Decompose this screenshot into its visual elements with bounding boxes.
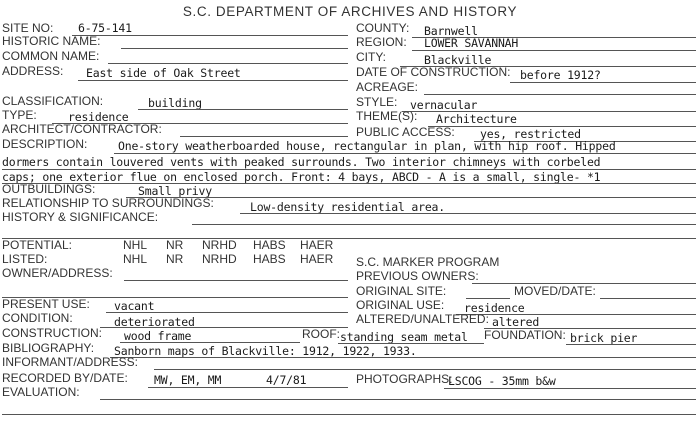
public-access-value: yes, restricted: [480, 127, 581, 141]
region-value: LOWER SAVANNAH: [424, 36, 519, 50]
original-use-label: ORIGINAL USE:: [356, 298, 445, 312]
construction-value: wood frame: [124, 329, 192, 343]
listed-nhl: NHL: [123, 252, 148, 266]
relationship-label: RELATIONSHIP TO SURROUNDINGS:: [2, 196, 214, 210]
theme-label: THEME(S):: [356, 109, 418, 123]
region-label: REGION:: [356, 35, 407, 49]
description-line-2: dormers contain louvered vents with peaked surrounds. Two interior chimneys with corbeled: [2, 155, 601, 169]
present-use-value: vacant: [114, 299, 155, 313]
public-access-label: PUBLIC ACCESS:: [356, 125, 455, 139]
potential-habs: HABS: [253, 238, 286, 252]
bibliography-label: BIBLIOGRAPHY:: [2, 341, 95, 355]
classification-value: building: [148, 96, 202, 110]
marker-program-label: S.C. MARKER PROGRAM: [356, 255, 500, 269]
listed-habs: HABS: [253, 252, 286, 266]
potential-nr: NR: [166, 238, 184, 252]
county-label: COUNTY:: [356, 21, 410, 35]
listed-nrhd: NRHD: [202, 252, 237, 266]
listed-nr: NR: [166, 252, 184, 266]
listed-haer: HAER: [300, 252, 334, 266]
bibliography-value: Sanborn maps of Blackville: 1912, 1922, 1933.: [114, 344, 417, 358]
description-line-1: One-story weatherboarded house, rectangular in plan, with hip roof. Hipped: [118, 139, 616, 153]
potential-nhl: NHL: [123, 238, 148, 252]
relationship-value: Low-density residential area.: [250, 200, 445, 214]
architect-label: ARCHITECT/CONTRACTOR:: [2, 122, 162, 136]
city-label: CITY:: [356, 50, 387, 64]
condition-value: deteriorated: [114, 315, 195, 329]
potential-label: POTENTIAL:: [2, 238, 73, 252]
acreage-label: ACREAGE:: [356, 80, 419, 94]
potential-nrhd: NRHD: [202, 238, 237, 252]
common-name-label: COMMON NAME:: [2, 49, 100, 63]
type-label: TYPE:: [2, 108, 37, 122]
county-value: Barnwell: [424, 24, 478, 38]
description-line-3: caps; one exterior flue on enclosed porch. Front: 4 bays, ABCD - A is a small, single- *1: [2, 170, 601, 184]
photographs-label: PHOTOGRAPHS:: [356, 372, 453, 386]
style-value: vernacular: [410, 98, 478, 112]
moved-date-label: MOVED/DATE:: [514, 284, 596, 298]
address-value: East side of Oak Street: [86, 66, 241, 80]
site-no-value: 6-75-141: [78, 21, 132, 35]
altered-value: altered: [492, 315, 540, 329]
altered-label: ALTERED/UNALTERED:: [356, 312, 489, 326]
style-label: STYLE:: [356, 95, 398, 109]
photographs-value: LSCOG - 35mm b&w: [448, 374, 556, 388]
construction-label: CONSTRUCTION:: [2, 326, 102, 340]
roof-label: ROOF:: [302, 327, 340, 341]
original-use-value: residence: [464, 301, 525, 315]
outbuildings-value: Small privy: [138, 184, 212, 198]
recorded-by-label: RECORDED BY/DATE:: [2, 371, 128, 385]
site-no-label: SITE NO:: [2, 21, 54, 35]
recorded-by-value: MW, EM, MM: [154, 373, 222, 387]
original-site-label: ORIGINAL SITE:: [356, 284, 447, 298]
recorded-date-value: 4/7/81: [266, 373, 307, 387]
foundation-label: FOUNDATION:: [484, 328, 566, 342]
informant-label: INFORMANT/ADDRESS:: [2, 355, 139, 369]
historic-name-label: HISTORIC NAME:: [2, 34, 101, 48]
type-value: residence: [68, 110, 129, 124]
foundation-value: brick pier: [570, 331, 638, 345]
form-title: S.C. DEPARTMENT OF ARCHIVES AND HISTORY: [182, 4, 518, 19]
history-label: HISTORY & SIGNIFICANCE:: [2, 210, 159, 224]
date-of-construction-value: before 1912?: [520, 68, 601, 82]
previous-owners-label: PREVIOUS OWNERS:: [356, 269, 479, 283]
evaluation-label: EVALUATION:: [2, 385, 80, 399]
city-value: Blackville: [424, 53, 492, 67]
date-of-construction-label: DATE OF CONSTRUCTION:: [356, 65, 511, 79]
address-label: ADDRESS:: [2, 64, 64, 78]
condition-label: CONDITION:: [2, 311, 73, 325]
classification-label: CLASSIFICATION:: [2, 94, 104, 108]
present-use-label: PRESENT USE:: [2, 297, 90, 311]
outbuildings-label: OUTBUILDINGS:: [2, 182, 96, 196]
listed-label: LISTED:: [2, 252, 48, 266]
description-label: DESCRIPTION:: [2, 137, 88, 151]
roof-value: standing seam metal: [340, 330, 468, 344]
potential-haer: HAER: [300, 238, 334, 252]
owner-label: OWNER/ADDRESS:: [2, 266, 113, 280]
theme-value: Architecture: [436, 112, 517, 126]
